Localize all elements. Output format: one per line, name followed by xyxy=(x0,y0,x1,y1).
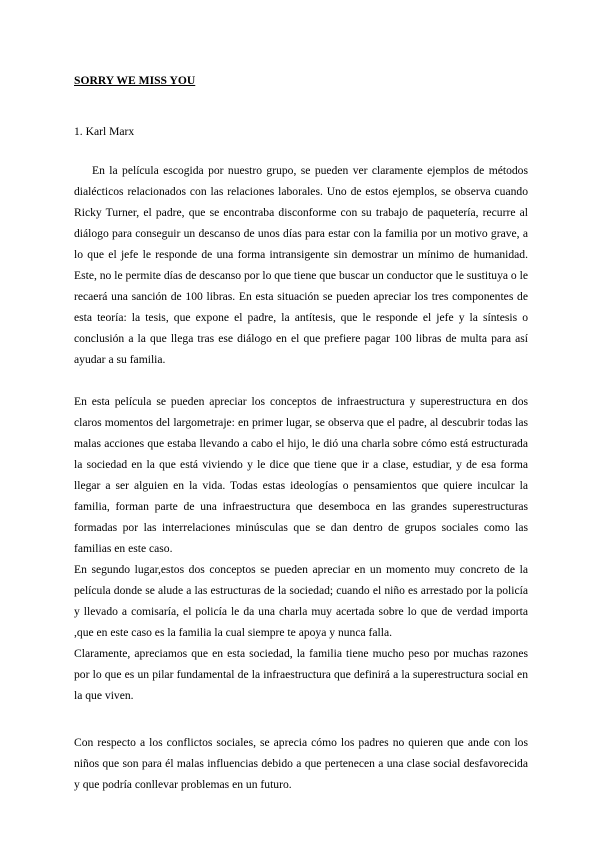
document-title: SORRY WE MISS YOU xyxy=(74,74,196,87)
paragraph-dialectics: En la película escogida por nuestro grupo, se pueden ver claramente ejemplos de métodos dialécticos relacionados con las relaciones laborales. Uno de estos ejemplos, se observa cuando Ricky Turner, el padre, que se encontraba disconforme con su trabajo de paquetería, recurre al diálogo para conseguir un descanso de unos días para estar con la familia por un motivo grave, a lo que el jefe le responde de una forma intransigente sin demostrar un mínimo de humanidad. Este, no le permite días de descanso por lo que tiene que buscar un conductor que le sustituya o le recaerá una sanción de 100 libras. En esta situación se pueden apreciar los tres componentes de esta teoría: la tesis, que expone el padre, la antítesis, que le responde el jefe y la síntesis o conclusión a la que llega tras ese diálogo en el que prefiere pagar 100 libras de multa para así ayudar a su familia. xyxy=(74,164,528,366)
paragraph-second-moment: En segundo lugar,estos dos conceptos se pueden apreciar en un momento muy concreto de la película donde se alude a las estructuras de la sociedad; cuando el niño es arrestado por la policía y llevado a comisaría, el policía le da una charla muy acertada sobre lo que de verdad importa ,que en este caso es la familia la cual siempre te apoya y nunca falla. xyxy=(74,563,528,639)
section-heading: 1. Karl Marx xyxy=(74,125,135,138)
document-body xyxy=(74,70,528,795)
paragraph-infrastructure: En esta película se pueden apreciar los conceptos de infraestructura y superestructura en dos claros momentos del largometraje: en primer lugar, se observa que el padre, al descubrir todas las malas acciones que estaba llevando a cabo el hijo, le dió una charla sobre cómo está estructurada la sociedad en la que está viviendo y le dice que tiene que ir a clase, estudiar, y de esa forma llegar a ser alguien en la vida. Todas estas ideologías o pensamientos que quiere inculcar la familia, forman parte de una infraestructura que desemboca en las grandes superestructuras formadas por las interrelaciones minúsculas que se dan dentro de grupos sociales como las familias en este caso. xyxy=(74,395,528,555)
paragraph-family-pillar: Claramente, apreciamos que en esta sociedad, la familia tiene mucho peso por muchas razones por lo que es un pilar fundamental de la infraestructura que definirá a la superestructura social en la que viven. xyxy=(74,647,528,702)
paragraph-social-conflicts: Con respecto a los conflictos sociales, se aprecia cómo los padres no quieren que ande con los niños que son para él malas influencias debido a que pertenecen a una clase social desfavorecida y que podría conllevar problemas en un futuro. xyxy=(74,736,528,791)
